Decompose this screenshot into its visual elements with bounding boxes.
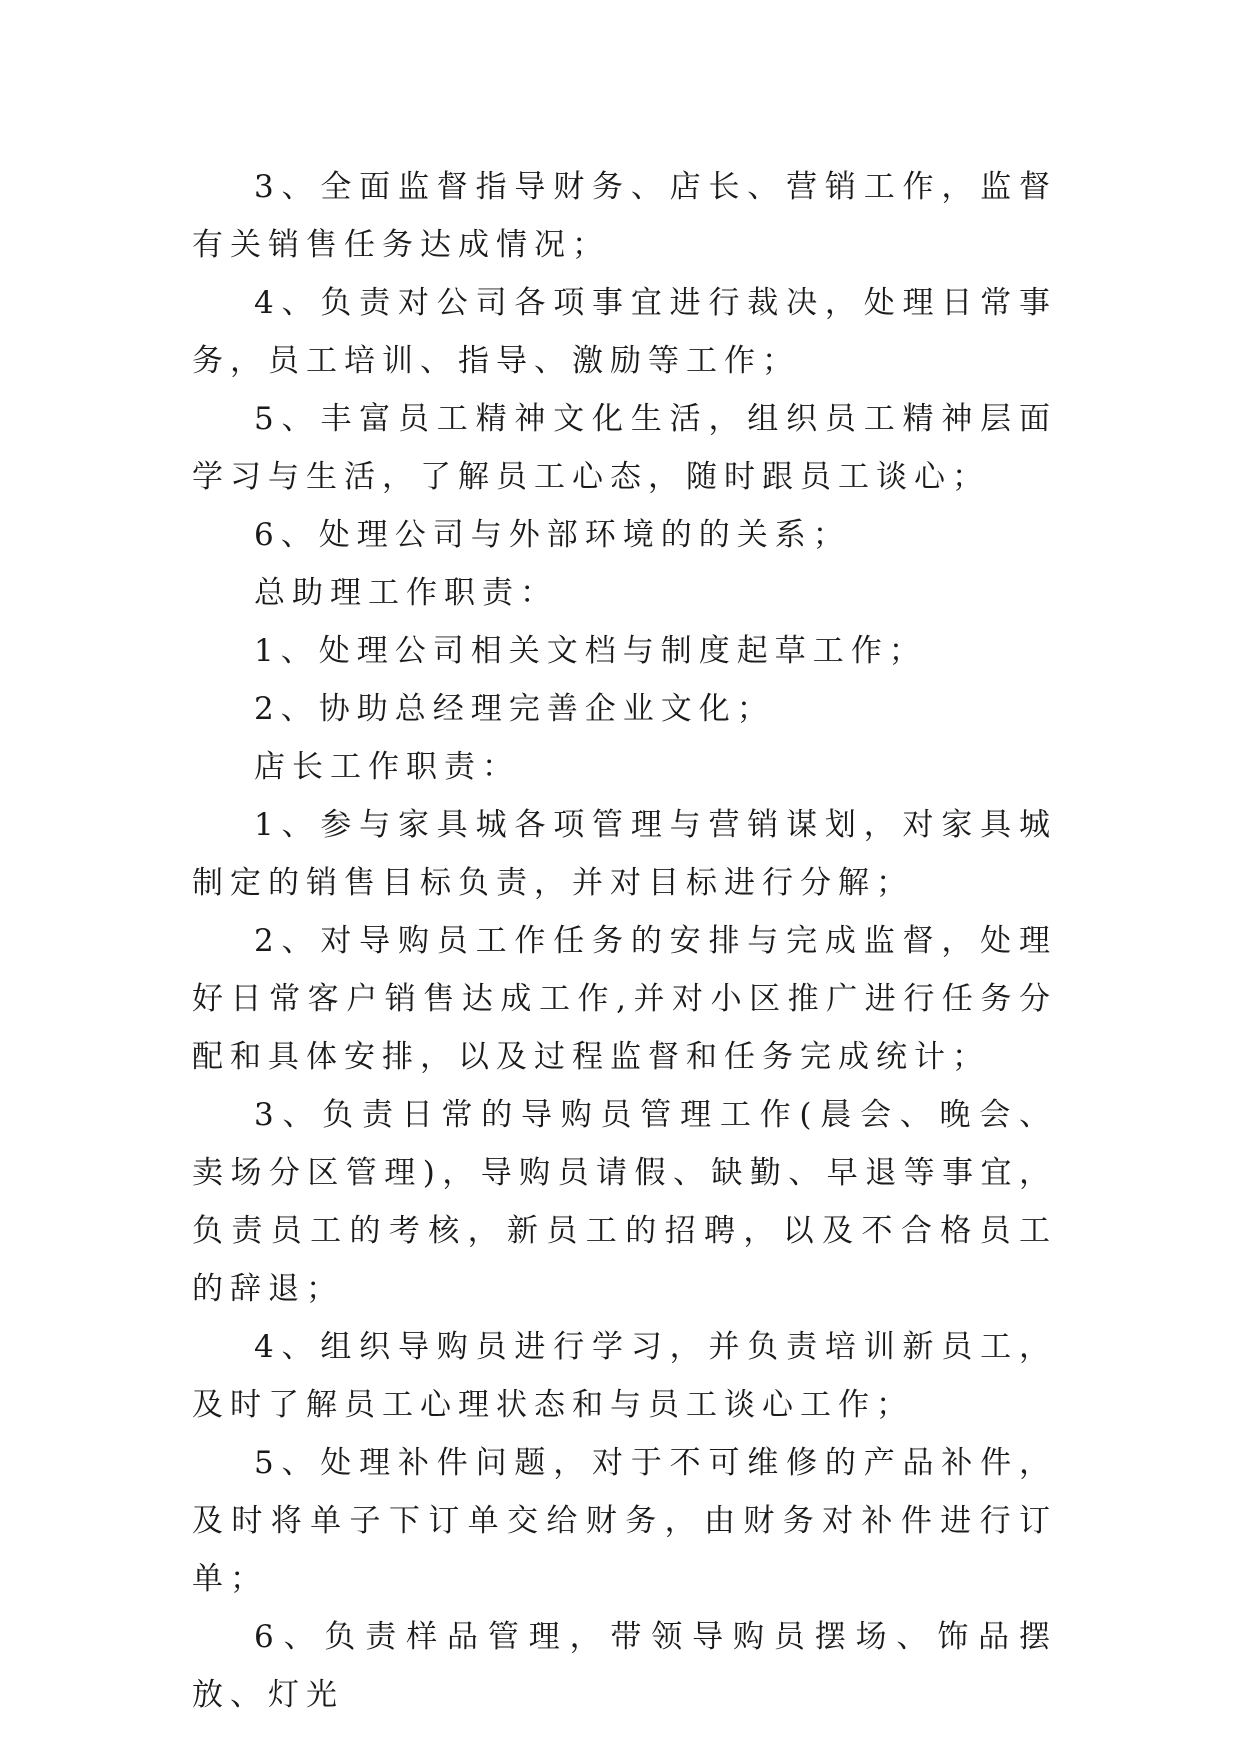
paragraph-gm-duty-5: 5、丰富员工精神文化生活，组织员工精神层面学习与生活，了解员工心态，随时跟员工谈心；: [192, 401, 1057, 495]
paragraph-store-duty-5: 5、处理补件问题，对于不可维修的产品补件，及时将单子下订单交给财务，由财务对补件进行订单；: [192, 1445, 1057, 1597]
paragraph-gm-duty-6: 6、处理公司与外部环境的的关系；: [254, 517, 851, 553]
paragraph-assistant-duty-1: 1、处理公司相关文档与制度起草工作；: [254, 633, 927, 669]
paragraph-store-duty-3: 3、负责日常的导购员管理工作(晨会、晚会、卖场分区管理)，导购员请假、缺勤、早退等事宜，负责员工的考核，新员工的招聘，以及不合格员工的辞退；: [192, 1097, 1057, 1307]
paragraph-store-duty-2: 2、对导购员工作任务的安排与完成监督，处理好日常客户销售达成工作,并对小区推广进行任务分配和具体安排，以及过程监督和任务完成统计；: [192, 923, 1057, 1075]
paragraph-gm-duty-3: 3、全面监督指导财务、店长、营销工作，监督有关销售任务达成情况；: [192, 169, 1057, 263]
section-heading-store-manager: 店长工作职责：: [254, 749, 520, 785]
section-heading-assistant: 总助理工作职责：: [254, 575, 558, 611]
paragraph-assistant-duty-2: 2、协助总经理完善企业文化；: [254, 691, 775, 727]
paragraph-store-duty-4: 4、组织导购员进行学习，并负责培训新员工，及时了解员工心理状态和与员工谈心工作；: [192, 1329, 1057, 1423]
document-body: [192, 158, 1057, 1724]
paragraph-store-duty-6: 6、负责样品管理，带领导购员摆场、饰品摆放、灯光: [192, 1619, 1057, 1713]
paragraph-gm-duty-4: 4、负责对公司各项事宜进行裁决，处理日常事务，员工培训、指导、激励等工作；: [192, 285, 1057, 379]
paragraph-store-duty-1: 1、参与家具城各项管理与营销谋划，对家具城制定的销售目标负责，并对目标进行分解；: [192, 807, 1057, 901]
